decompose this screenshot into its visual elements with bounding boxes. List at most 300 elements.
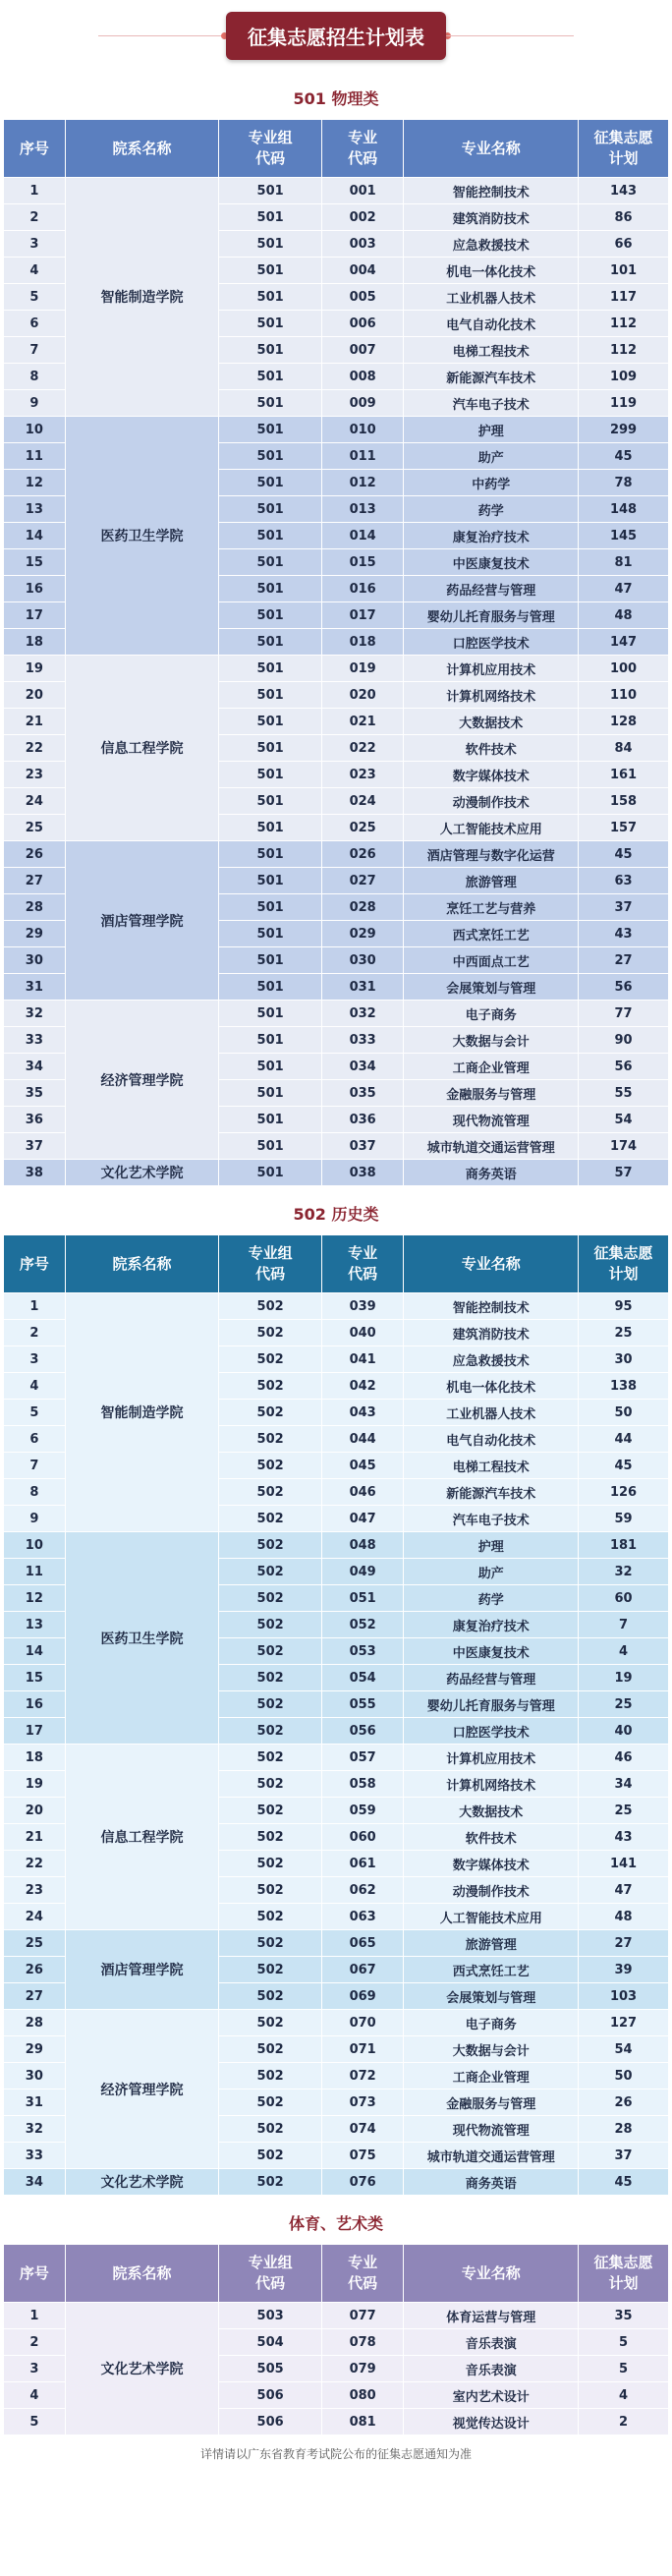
group-code-cell: 502 <box>219 1851 321 1877</box>
department-cell: 文化艺术学院 <box>65 2169 219 2196</box>
group-code-cell: 502 <box>219 2010 321 2036</box>
group-code-cell: 501 <box>219 470 321 496</box>
major-code-cell: 057 <box>321 1745 404 1771</box>
major-name-cell: 体育运营与管理 <box>404 2303 579 2329</box>
plan-count-cell: 78 <box>579 470 669 496</box>
group-code-cell: 501 <box>219 1027 321 1054</box>
group-code-cell: 501 <box>219 1001 321 1027</box>
major-code-cell: 048 <box>321 1532 404 1559</box>
plan-count-cell: 66 <box>579 231 669 258</box>
serial-cell: 13 <box>4 1612 66 1638</box>
serial-cell: 9 <box>4 390 66 417</box>
serial-cell: 14 <box>4 1638 66 1665</box>
plan-table-502 <box>3 1234 669 2196</box>
serial-cell: 10 <box>4 1532 66 1559</box>
plan-count-cell: 141 <box>579 1851 669 1877</box>
major-code-cell: 047 <box>321 1506 404 1532</box>
plan-count-cell: 84 <box>579 735 669 762</box>
major-name-cell: 计算机应用技术 <box>404 1745 579 1771</box>
plan-count-cell: 95 <box>579 1293 669 1320</box>
major-code-cell: 076 <box>321 2169 404 2196</box>
major-code-cell: 009 <box>321 390 404 417</box>
serial-cell: 26 <box>4 1957 66 1983</box>
department-cell: 文化艺术学院 <box>65 2303 219 2435</box>
plan-count-cell: 55 <box>579 1080 669 1107</box>
major-code-cell: 071 <box>321 2036 404 2063</box>
plan-table-501 <box>3 119 669 1186</box>
serial-cell: 23 <box>4 1877 66 1904</box>
plan-count-cell: 32 <box>579 1559 669 1585</box>
serial-cell: 21 <box>4 709 66 735</box>
major-code-cell: 069 <box>321 1983 404 2010</box>
major-code-cell: 011 <box>321 443 404 470</box>
plan-count-cell: 34 <box>579 1771 669 1798</box>
group-code-cell: 504 <box>219 2329 321 2356</box>
major-name-cell: 软件技术 <box>404 1824 579 1851</box>
plan-count-cell: 45 <box>579 2169 669 2196</box>
plan-count-cell: 174 <box>579 1133 669 1160</box>
group-code-cell: 502 <box>219 1585 321 1612</box>
plan-count-cell: 161 <box>579 762 669 788</box>
group-code-cell: 502 <box>219 2169 321 2196</box>
major-code-cell: 027 <box>321 868 404 894</box>
major-name-cell: 药学 <box>404 496 579 523</box>
major-code-cell: 081 <box>321 2409 404 2435</box>
major-name-cell: 计算机应用技术 <box>404 656 579 682</box>
plan-count-cell: 48 <box>579 602 669 629</box>
major-code-cell: 046 <box>321 1479 404 1506</box>
group-code-cell: 505 <box>219 2356 321 2382</box>
major-name-cell: 新能源汽车技术 <box>404 364 579 390</box>
major-code-cell: 044 <box>321 1426 404 1453</box>
plan-count-cell: 90 <box>579 1027 669 1054</box>
major-code-cell: 077 <box>321 2303 404 2329</box>
major-code-cell: 036 <box>321 1107 404 1133</box>
group-code-cell: 502 <box>219 1930 321 1957</box>
plan-count-cell: 48 <box>579 1904 669 1930</box>
column-header: 序号 <box>4 2245 66 2303</box>
major-code-cell: 054 <box>321 1665 404 1691</box>
major-name-cell: 人工智能技术应用 <box>404 815 579 841</box>
major-code-cell: 052 <box>321 1612 404 1638</box>
column-header: 专业名称 <box>404 2245 579 2303</box>
group-code-cell: 501 <box>219 868 321 894</box>
group-code-cell: 501 <box>219 602 321 629</box>
group-code-cell: 502 <box>219 2063 321 2089</box>
serial-cell: 29 <box>4 2036 66 2063</box>
plan-count-cell: 27 <box>579 947 669 974</box>
major-code-cell: 043 <box>321 1400 404 1426</box>
column-header: 专业 代码 <box>321 120 404 178</box>
plan-count-cell: 25 <box>579 1798 669 1824</box>
group-code-cell: 501 <box>219 337 321 364</box>
page-header <box>0 0 672 71</box>
column-header: 专业组 代码 <box>219 120 321 178</box>
major-code-cell: 022 <box>321 735 404 762</box>
major-name-cell: 西式烹饪工艺 <box>404 921 579 947</box>
major-name-cell: 口腔医学技术 <box>404 1718 579 1745</box>
plan-count-cell: 50 <box>579 2063 669 2089</box>
plan-count-cell: 109 <box>579 364 669 390</box>
plan-count-cell: 30 <box>579 1346 669 1373</box>
major-code-cell: 002 <box>321 204 404 231</box>
plan-count-cell: 37 <box>579 2143 669 2169</box>
major-code-cell: 007 <box>321 337 404 364</box>
major-code-cell: 051 <box>321 1585 404 1612</box>
group-code-cell: 502 <box>219 1665 321 1691</box>
group-code-cell: 502 <box>219 1400 321 1426</box>
serial-cell: 14 <box>4 523 66 549</box>
major-name-cell: 会展策划与管理 <box>404 974 579 1001</box>
serial-cell: 36 <box>4 1107 66 1133</box>
serial-cell: 5 <box>4 2409 66 2435</box>
serial-cell: 9 <box>4 1506 66 1532</box>
major-name-cell: 药学 <box>404 1585 579 1612</box>
major-name-cell: 烹饪工艺与营养 <box>404 894 579 921</box>
plan-count-cell: 35 <box>579 2303 669 2329</box>
column-header: 专业 代码 <box>321 1235 404 1293</box>
major-code-cell: 028 <box>321 894 404 921</box>
plan-count-cell: 19 <box>579 1665 669 1691</box>
major-code-cell: 061 <box>321 1851 404 1877</box>
serial-cell: 7 <box>4 337 66 364</box>
major-code-cell: 025 <box>321 815 404 841</box>
major-name-cell: 工商企业管理 <box>404 1054 579 1080</box>
column-header: 专业名称 <box>404 120 579 178</box>
major-name-cell: 机电一体化技术 <box>404 258 579 284</box>
serial-cell: 6 <box>4 1426 66 1453</box>
group-code-cell: 502 <box>219 1718 321 1745</box>
plan-count-cell: 86 <box>579 204 669 231</box>
serial-cell: 31 <box>4 2089 66 2116</box>
group-code-cell: 501 <box>219 1133 321 1160</box>
serial-cell: 21 <box>4 1824 66 1851</box>
plan-count-cell: 147 <box>579 629 669 656</box>
major-name-cell: 建筑消防技术 <box>404 204 579 231</box>
plan-count-cell: 40 <box>579 1718 669 1745</box>
department-cell: 智能制造学院 <box>65 1293 219 1532</box>
major-name-cell: 工业机器人技术 <box>404 1400 579 1426</box>
section-title: 502 历史类 <box>293 1205 379 1224</box>
plan-count-cell: 39 <box>579 1957 669 1983</box>
major-code-cell: 033 <box>321 1027 404 1054</box>
major-name-cell: 工业机器人技术 <box>404 284 579 311</box>
group-code-cell: 501 <box>219 762 321 788</box>
serial-cell: 31 <box>4 974 66 1001</box>
table-row <box>4 2169 669 2196</box>
group-code-cell: 501 <box>219 549 321 576</box>
serial-cell: 11 <box>4 443 66 470</box>
group-code-cell: 501 <box>219 576 321 602</box>
plan-count-cell: 112 <box>579 337 669 364</box>
major-code-cell: 006 <box>321 311 404 337</box>
serial-cell: 28 <box>4 2010 66 2036</box>
major-name-cell: 护理 <box>404 1532 579 1559</box>
group-code-cell: 502 <box>219 1559 321 1585</box>
major-name-cell: 大数据与会计 <box>404 2036 579 2063</box>
group-code-cell: 501 <box>219 231 321 258</box>
plan-count-cell: 54 <box>579 2036 669 2063</box>
group-code-cell: 502 <box>219 1320 321 1346</box>
plan-count-cell: 56 <box>579 974 669 1001</box>
serial-cell: 27 <box>4 1983 66 2010</box>
major-code-cell: 014 <box>321 523 404 549</box>
group-code-cell: 501 <box>219 284 321 311</box>
major-name-cell: 商务英语 <box>404 1160 579 1186</box>
column-header: 征集志愿 计划 <box>579 120 669 178</box>
group-code-cell: 501 <box>219 417 321 443</box>
plan-count-cell: 299 <box>579 417 669 443</box>
major-name-cell: 计算机网络技术 <box>404 682 579 709</box>
group-code-cell: 501 <box>219 178 321 204</box>
column-header: 院系名称 <box>65 2245 219 2303</box>
major-name-cell: 助产 <box>404 1559 579 1585</box>
serial-cell: 2 <box>4 1320 66 1346</box>
group-code-cell: 501 <box>219 735 321 762</box>
serial-cell: 37 <box>4 1133 66 1160</box>
plan-count-cell: 25 <box>579 1691 669 1718</box>
plan-count-cell: 46 <box>579 1745 669 1771</box>
major-name-cell: 中医康复技术 <box>404 549 579 576</box>
major-code-cell: 053 <box>321 1638 404 1665</box>
section-title: 体育、艺术类 <box>288 2214 383 2233</box>
group-code-cell: 501 <box>219 682 321 709</box>
group-code-cell: 501 <box>219 1054 321 1080</box>
group-code-cell: 501 <box>219 204 321 231</box>
group-code-cell: 502 <box>219 1798 321 1824</box>
serial-cell: 17 <box>4 602 66 629</box>
serial-cell: 18 <box>4 629 66 656</box>
major-name-cell: 中医康复技术 <box>404 1638 579 1665</box>
major-code-cell: 055 <box>321 1691 404 1718</box>
column-header: 征集志愿 计划 <box>579 2245 669 2303</box>
serial-cell: 4 <box>4 1373 66 1400</box>
major-code-cell: 058 <box>321 1771 404 1798</box>
major-code-cell: 018 <box>321 629 404 656</box>
serial-cell: 12 <box>4 1585 66 1612</box>
plan-count-cell: 77 <box>579 1001 669 1027</box>
plan-count-cell: 157 <box>579 815 669 841</box>
serial-cell: 1 <box>4 2303 66 2329</box>
group-code-cell: 502 <box>219 1824 321 1851</box>
major-name-cell: 汽车电子技术 <box>404 390 579 417</box>
column-header: 专业组 代码 <box>219 2245 321 2303</box>
major-name-cell: 电梯工程技术 <box>404 337 579 364</box>
group-code-cell: 502 <box>219 1506 321 1532</box>
serial-cell: 8 <box>4 1479 66 1506</box>
serial-cell: 4 <box>4 2382 66 2409</box>
group-code-cell: 502 <box>219 1479 321 1506</box>
major-code-cell: 065 <box>321 1930 404 1957</box>
major-code-cell: 004 <box>321 258 404 284</box>
major-name-cell: 西式烹饪工艺 <box>404 1957 579 1983</box>
major-code-cell: 026 <box>321 841 404 868</box>
major-name-cell: 视觉传达设计 <box>404 2409 579 2435</box>
plan-count-cell: 47 <box>579 576 669 602</box>
plan-count-cell: 117 <box>579 284 669 311</box>
serial-cell: 2 <box>4 2329 66 2356</box>
major-code-cell: 008 <box>321 364 404 390</box>
column-header: 征集志愿 计划 <box>579 1235 669 1293</box>
major-name-cell: 软件技术 <box>404 735 579 762</box>
table-row <box>4 417 669 443</box>
major-name-cell: 电子商务 <box>404 1001 579 1027</box>
group-code-cell: 502 <box>219 2143 321 2169</box>
column-header: 专业 代码 <box>321 2245 404 2303</box>
serial-cell: 25 <box>4 815 66 841</box>
group-code-cell: 502 <box>219 1426 321 1453</box>
plan-count-cell: 4 <box>579 1638 669 1665</box>
serial-cell: 32 <box>4 1001 66 1027</box>
major-code-cell: 024 <box>321 788 404 815</box>
table-row <box>4 2303 669 2329</box>
plan-count-cell: 100 <box>579 656 669 682</box>
group-code-cell: 502 <box>219 2036 321 2063</box>
group-code-cell: 501 <box>219 523 321 549</box>
column-header: 序号 <box>4 1235 66 1293</box>
major-name-cell: 机电一体化技术 <box>404 1373 579 1400</box>
serial-cell: 23 <box>4 762 66 788</box>
table-row <box>4 1001 669 1027</box>
plan-count-cell: 158 <box>579 788 669 815</box>
table-header-row <box>4 2245 669 2303</box>
group-code-cell: 501 <box>219 443 321 470</box>
plan-count-cell: 63 <box>579 868 669 894</box>
serial-cell: 30 <box>4 947 66 974</box>
serial-cell: 27 <box>4 868 66 894</box>
plan-count-cell: 112 <box>579 311 669 337</box>
major-name-cell: 大数据技术 <box>404 1798 579 1824</box>
plan-count-cell: 7 <box>579 1612 669 1638</box>
major-name-cell: 应急救援技术 <box>404 231 579 258</box>
serial-cell: 28 <box>4 894 66 921</box>
serial-cell: 19 <box>4 1771 66 1798</box>
major-code-cell: 034 <box>321 1054 404 1080</box>
serial-cell: 34 <box>4 1054 66 1080</box>
group-code-cell: 501 <box>219 629 321 656</box>
major-code-cell: 056 <box>321 1718 404 1745</box>
group-code-cell: 501 <box>219 1080 321 1107</box>
major-name-cell: 智能控制技术 <box>404 1293 579 1320</box>
serial-cell: 13 <box>4 496 66 523</box>
major-code-cell: 023 <box>321 762 404 788</box>
major-name-cell: 电子商务 <box>404 2010 579 2036</box>
group-code-cell: 506 <box>219 2382 321 2409</box>
plan-count-cell: 47 <box>579 1877 669 1904</box>
plan-count-cell: 56 <box>579 1054 669 1080</box>
plan-count-cell: 110 <box>579 682 669 709</box>
group-code-cell: 501 <box>219 364 321 390</box>
major-name-cell: 智能控制技术 <box>404 178 579 204</box>
department-cell: 酒店管理学院 <box>65 841 219 1001</box>
major-name-cell: 药品经营与管理 <box>404 576 579 602</box>
table-row <box>4 1532 669 1559</box>
major-name-cell: 中药学 <box>404 470 579 496</box>
serial-cell: 3 <box>4 2356 66 2382</box>
major-code-cell: 016 <box>321 576 404 602</box>
major-code-cell: 029 <box>321 921 404 947</box>
major-name-cell: 护理 <box>404 417 579 443</box>
plan-count-cell: 45 <box>579 841 669 868</box>
major-name-cell: 电气自动化技术 <box>404 1426 579 1453</box>
column-header: 序号 <box>4 120 66 178</box>
group-code-cell: 501 <box>219 258 321 284</box>
group-code-cell: 502 <box>219 1745 321 1771</box>
plan-count-cell: 101 <box>579 258 669 284</box>
major-code-cell: 031 <box>321 974 404 1001</box>
section-title: 501 物理类 <box>293 89 379 108</box>
column-header: 院系名称 <box>65 1235 219 1293</box>
major-code-cell: 063 <box>321 1904 404 1930</box>
group-code-cell: 501 <box>219 709 321 735</box>
group-code-cell: 501 <box>219 390 321 417</box>
group-code-cell: 501 <box>219 1107 321 1133</box>
group-code-cell: 502 <box>219 1983 321 2010</box>
header-divider-left <box>98 35 226 36</box>
group-code-cell: 506 <box>219 2409 321 2435</box>
major-name-cell: 电气自动化技术 <box>404 311 579 337</box>
major-code-cell: 010 <box>321 417 404 443</box>
major-name-cell: 音乐表演 <box>404 2356 579 2382</box>
major-code-cell: 020 <box>321 682 404 709</box>
page-title: 征集志愿招生计划表 <box>226 12 446 60</box>
major-name-cell: 动漫制作技术 <box>404 788 579 815</box>
major-code-cell: 074 <box>321 2116 404 2143</box>
major-code-cell: 072 <box>321 2063 404 2089</box>
major-code-cell: 015 <box>321 549 404 576</box>
serial-cell: 30 <box>4 2063 66 2089</box>
plan-count-cell: 81 <box>579 549 669 576</box>
major-code-cell: 079 <box>321 2356 404 2382</box>
serial-cell: 19 <box>4 656 66 682</box>
serial-cell: 5 <box>4 284 66 311</box>
major-code-cell: 019 <box>321 656 404 682</box>
serial-cell: 20 <box>4 682 66 709</box>
plan-count-cell: 45 <box>579 1453 669 1479</box>
major-name-cell: 建筑消防技术 <box>404 1320 579 1346</box>
department-cell: 医药卫生学院 <box>65 417 219 656</box>
major-name-cell: 康复治疗技术 <box>404 523 579 549</box>
serial-cell: 6 <box>4 311 66 337</box>
plan-count-cell: 119 <box>579 390 669 417</box>
plan-count-cell: 2 <box>579 2409 669 2435</box>
plan-count-cell: 54 <box>579 1107 669 1133</box>
major-code-cell: 017 <box>321 602 404 629</box>
major-code-cell: 059 <box>321 1798 404 1824</box>
department-cell: 信息工程学院 <box>65 656 219 841</box>
group-code-cell: 501 <box>219 656 321 682</box>
table-row <box>4 2010 669 2036</box>
major-code-cell: 012 <box>321 470 404 496</box>
department-cell: 医药卫生学院 <box>65 1532 219 1745</box>
major-name-cell: 婴幼儿托育服务与管理 <box>404 602 579 629</box>
group-code-cell: 501 <box>219 311 321 337</box>
serial-cell: 38 <box>4 1160 66 1186</box>
major-name-cell: 新能源汽车技术 <box>404 1479 579 1506</box>
group-code-cell: 502 <box>219 1771 321 1798</box>
major-name-cell: 数字媒体技术 <box>404 762 579 788</box>
group-code-cell: 501 <box>219 496 321 523</box>
major-name-cell: 应急救援技术 <box>404 1346 579 1373</box>
serial-cell: 33 <box>4 1027 66 1054</box>
column-header: 专业组 代码 <box>219 1235 321 1293</box>
group-code-cell: 503 <box>219 2303 321 2329</box>
group-code-cell: 501 <box>219 947 321 974</box>
major-name-cell: 金融服务与管理 <box>404 1080 579 1107</box>
serial-cell: 25 <box>4 1930 66 1957</box>
major-name-cell: 汽车电子技术 <box>404 1506 579 1532</box>
major-code-cell: 067 <box>321 1957 404 1983</box>
